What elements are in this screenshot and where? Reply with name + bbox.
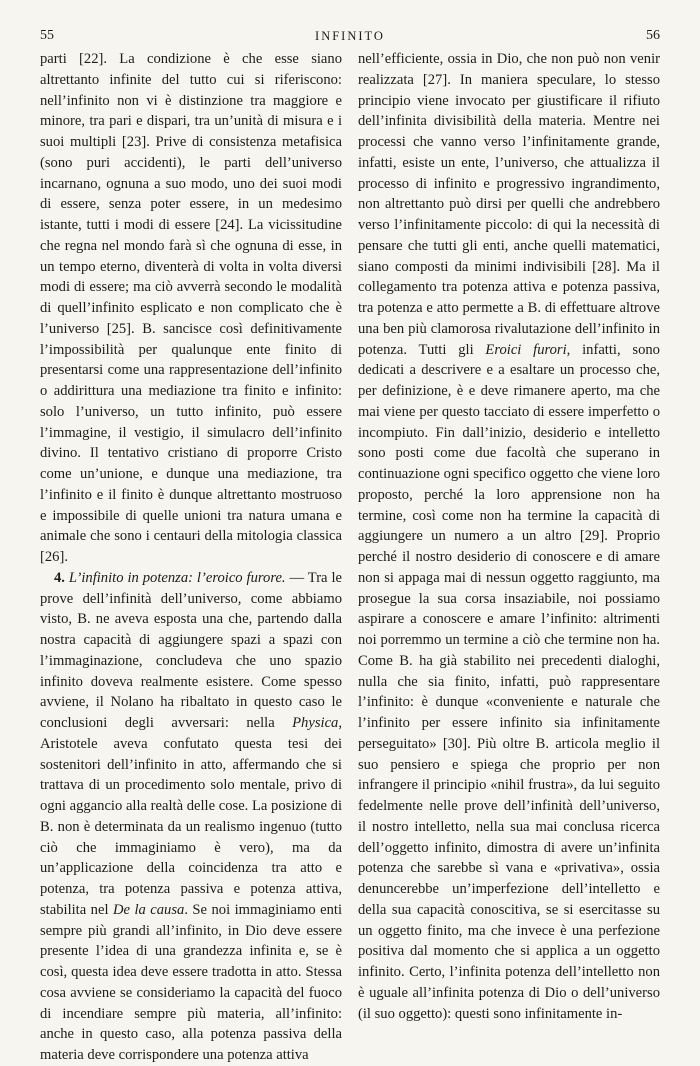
page-number-right: 56 [646,28,660,43]
work-title-de-la-causa: De la causa [112,901,185,918]
work-title-physica: Physica [292,715,339,731]
left-text-column [40,49,342,1063]
work-title-eroici-furori: Eroici furori [485,341,567,358]
page-number-left: 55 [40,28,54,43]
paragraph-continuation [40,49,342,568]
paragraph-text: parti [22]. La condizione è che esse siano altrettanto infinite del tutto cui si riferiscono: nell’infinito non vi è distinzione tra maggiore e minore, tra pari e dispari, tra un’unità di misura e i suoi multipli [23]. Prive di consistenza metafisica (sono puri accidenti), le parti dell’universo incarnano, ognuna a suo modo, uno dei suoi modi di essere, senza poter essere, in un medesimo istante, tutti i modi di essere [24]. La vicissitudine che regna nel mondo farà sì che ognuna di esse, in un tempo eterno, diventerà di volta in volta diversi modi di essere; ma ciò avverrà secondo le modalità di quell’infinito esplicato e non complicato che è l’universo [25]. B. sancisce così definitivamente l’impossibilità per qualunque ente finito di presentarsi come una rappresentazione dell’infinito o addirittura una mediazione tra finito e infinito: solo l’universo, un tutto infinito, può essere l’immagine, il vestigio, il simulacro dell’infinito divino. Il tentativo cristiano di proporre Cristo come un’unione, e dunque una mediazione, tra l’infinito e il finito è dunque altrettanto mostruoso e impossibile di quelle unioni tra natura umana e animale che sono i centauri della mitologia classica [26]. [40,51,342,565]
paragraph-continuation [358,49,660,1024]
paragraph-text: , infatti, sono dedicati a descrivere e a esaltare un processo che, per definizione, è e deve rimanere aperto, ma che mai viene per questo tacciato di essere imperfetto o incompiuto. Fin dall’inizio, desiderio e intelletto sono posti come due facoltà che superano in continuazione ogni specifico oggetto che viene loro proposto, perché la loro apprensione non ha termine, così come non ha termine la capacità di aggiungere un numero a un altro [29]. Proprio perché il nostro desiderio di conoscere e di amare non si appaga mai di nessun oggetto raggiunto, ma prosegue la sua corsa insaziabile, noi possiamo aspirare a conoscere e amare l’infinito: altrimenti noi porremmo un termine a ciò che termine non ha. Come B. ha già stabilito nei precedenti dialoghi, nulla che sia finito, infatti, può rappresentare l’infinito: è dunque «conveniente e naturale che l’infinito per essere infinito sia infinitamente perseguitato» [30]. Più oltre B. articola meglio il suo pensiero e spiega che proprio per non infrangere il principio «nihil frustra», da lui seguito fedelmente nelle prove dell’infinità dell’universo, il nostro intelletto, nella sua mai conclusa ricerca dell’oggetto infinito, dimostra di avere un’infinita potenza che sarebbe sì vana e «privativa», ossia denuncerebbe un’imperfezione dell’intelletto e della sua capacità conoscitiva, se si esercitasse su un oggetto finito, ma che invece è una perfezione positiva dal momento che si applica a un oggetto infinito. Certo, l’infinita potenza dell’intelletto non è uguale all’infinita potenza di Dio o dell’universo (il suo oggetto): questi sono infinitamente in- [358,341,660,1022]
section-number: 4. [54,569,65,586]
paragraph-text: nell’efficiente, ossia in Dio, che non può non venir realizzata [27]. In maniera speculare, lo stesso principio viene invocato per giustificare il rifiuto dell’infinita divisibilità della materia. Mentre nei processi che vanno verso l’infinitamente grande, infatti, esiste un ente, l’universo, che attualizza il processo di infinito e progressivo ingrandimento, non altrettanto può dirsi per quelli che andrebbero verso l’infinitamente piccolo: di qui la necessità di pensare che tutti gli enti, anche quelli matematici, siano composti da minimi indivisibili [28]. Ma il collegamento tra potenza attiva e potenza passiva, tra potenza e atto permette a B. di effettuare altrove una ben più clamorosa rivalutazione dell’infinito in potenza. Tutti gli [358,51,660,358]
paragraph-text: , Aristotele aveva confutato questa tesi dei sostenitori dell’infinito in atto, affermando che si trattava di un procedimento solo mentale, privo di ogni aggancio alla realtà delle cose. La posizione di B. non è determinata da un realismo ingenuo (tutto ciò che immaginiamo è vero), ma da un’applicazione della coincidenza tra atto e potenza, tra potenza passiva e potenza attiva, stabilita nel [40,715,342,918]
paragraph-text: . Se noi immaginiamo enti sempre più grandi all’infinito, in Dio deve essere presente l’idea di una grandezza infinita e, se è così, questa idea deve essere tradotta in atto. Stessa cosa avviene se consideriamo la capacità del fuoco di incendiare sempre più materia, all’infinito: anche in questo caso, alla potenza passiva della materia deve corrispondere una potenza attiva [40,901,342,1063]
paragraph-text: — Tra le prove dell’infinità dell’universo, come abbiamo visto, B. ne aveva esposta una che, partendo dalla nostra capacità di aggiungere spazi a spazi con l’immaginazione, concludeva che uno spazio infinito doveva realmente esistere. Come spesso avviene, il Nolano ha ribaltato in questo caso le conclusioni degli avversari: nella [40,569,342,731]
section-4-paragraph [40,568,342,1066]
right-text-column [358,49,660,1022]
section-heading: L’infinito in potenza: l’eroico furore. [68,569,286,586]
running-title: INFINITO [315,29,385,43]
